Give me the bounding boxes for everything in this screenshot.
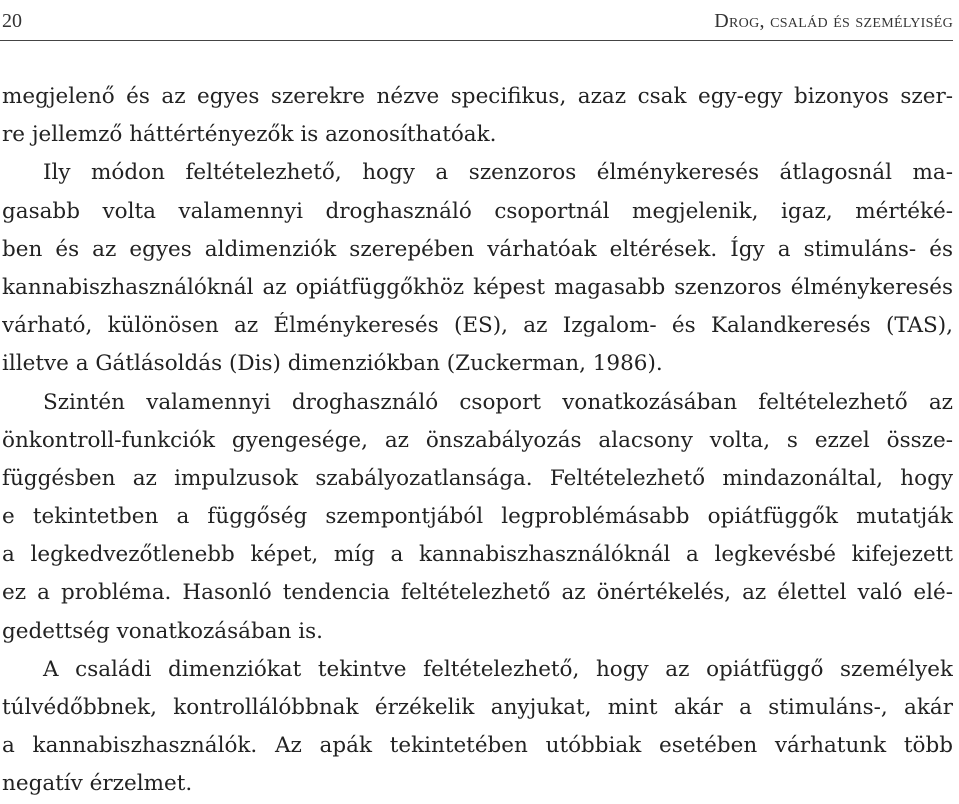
text-line: megjelenő és az egyes szerekre nézve specifikus, azaz csak egy-egy bizonyos szer- [2, 84, 953, 109]
text-line: ez a probléma. Hasonló tendencia feltételezhető az önértékelés, az élettel való elé- [2, 580, 953, 606]
text-line: függésben az impulzusok szabályozatlansága. Feltételezhető mindazonáltal, hogy [2, 465, 953, 491]
text-line: túlvédőbbnek, kontrollálóbbnak érzékelik anyjukat, mint akár a stimuláns-, akár [2, 695, 953, 720]
body-text [2, 78, 953, 804]
text-line: ben és az egyes aldimenziók szerepében várhatóak eltérések. Így a stimuláns- és [2, 236, 953, 262]
text-line: re jellemző háttértényezők is azonosíthatóak. [2, 122, 497, 148]
header-rule [0, 40, 953, 41]
text-line: várható, különösen az Élménykeresés (ES), az Izgalom- és Kalandkeresés (TAS), [2, 313, 953, 339]
text-line: negatív érzelmet. [2, 771, 193, 797]
text-line: e tekintetben a függőség szempontjából legproblémásabb opiátfüggők mutatják [2, 504, 953, 530]
page-number: 20 [2, 10, 22, 32]
text-line: Szintén valamennyi droghasználó csoport vonatkozásában feltételezhető az [43, 389, 953, 415]
text-line: gasabb volta valamennyi droghasználó csoportnál megjelenik, igaz, mértéké- [2, 198, 953, 224]
text-line: Ily módon feltételezhető, hogy a szenzoros élménykeresés átlagosnál ma- [43, 160, 953, 186]
text-line: gedettség vonatkozásában is. [2, 618, 323, 644]
running-header [0, 10, 953, 36]
text-line: illetve a Gátlásoldás (Dis) dimenziókban (Zuckerman, 1986). [2, 351, 663, 377]
running-title: Drog, család és személyiség [714, 10, 953, 32]
text-line: a legkedvezőtlenebb képet, míg a kannabiszhasználóknál a legkevésbé kifejezett [2, 542, 953, 568]
text-line: A családi dimenziókat tekintve feltételezhető, hogy az opiátfüggő személyek [43, 656, 953, 682]
text-line: önkontroll-funkciók gyengesége, az önszabályozás alacsony volta, s ezzel össze- [2, 427, 953, 453]
text-line: kannabiszhasználóknál az opiátfüggőkhöz képest magasabb szenzoros élménykeresés [2, 274, 953, 300]
text-line: a kannabiszhasználók. Az apák tekintetében utóbbiak esetében várhatunk több [2, 733, 953, 759]
